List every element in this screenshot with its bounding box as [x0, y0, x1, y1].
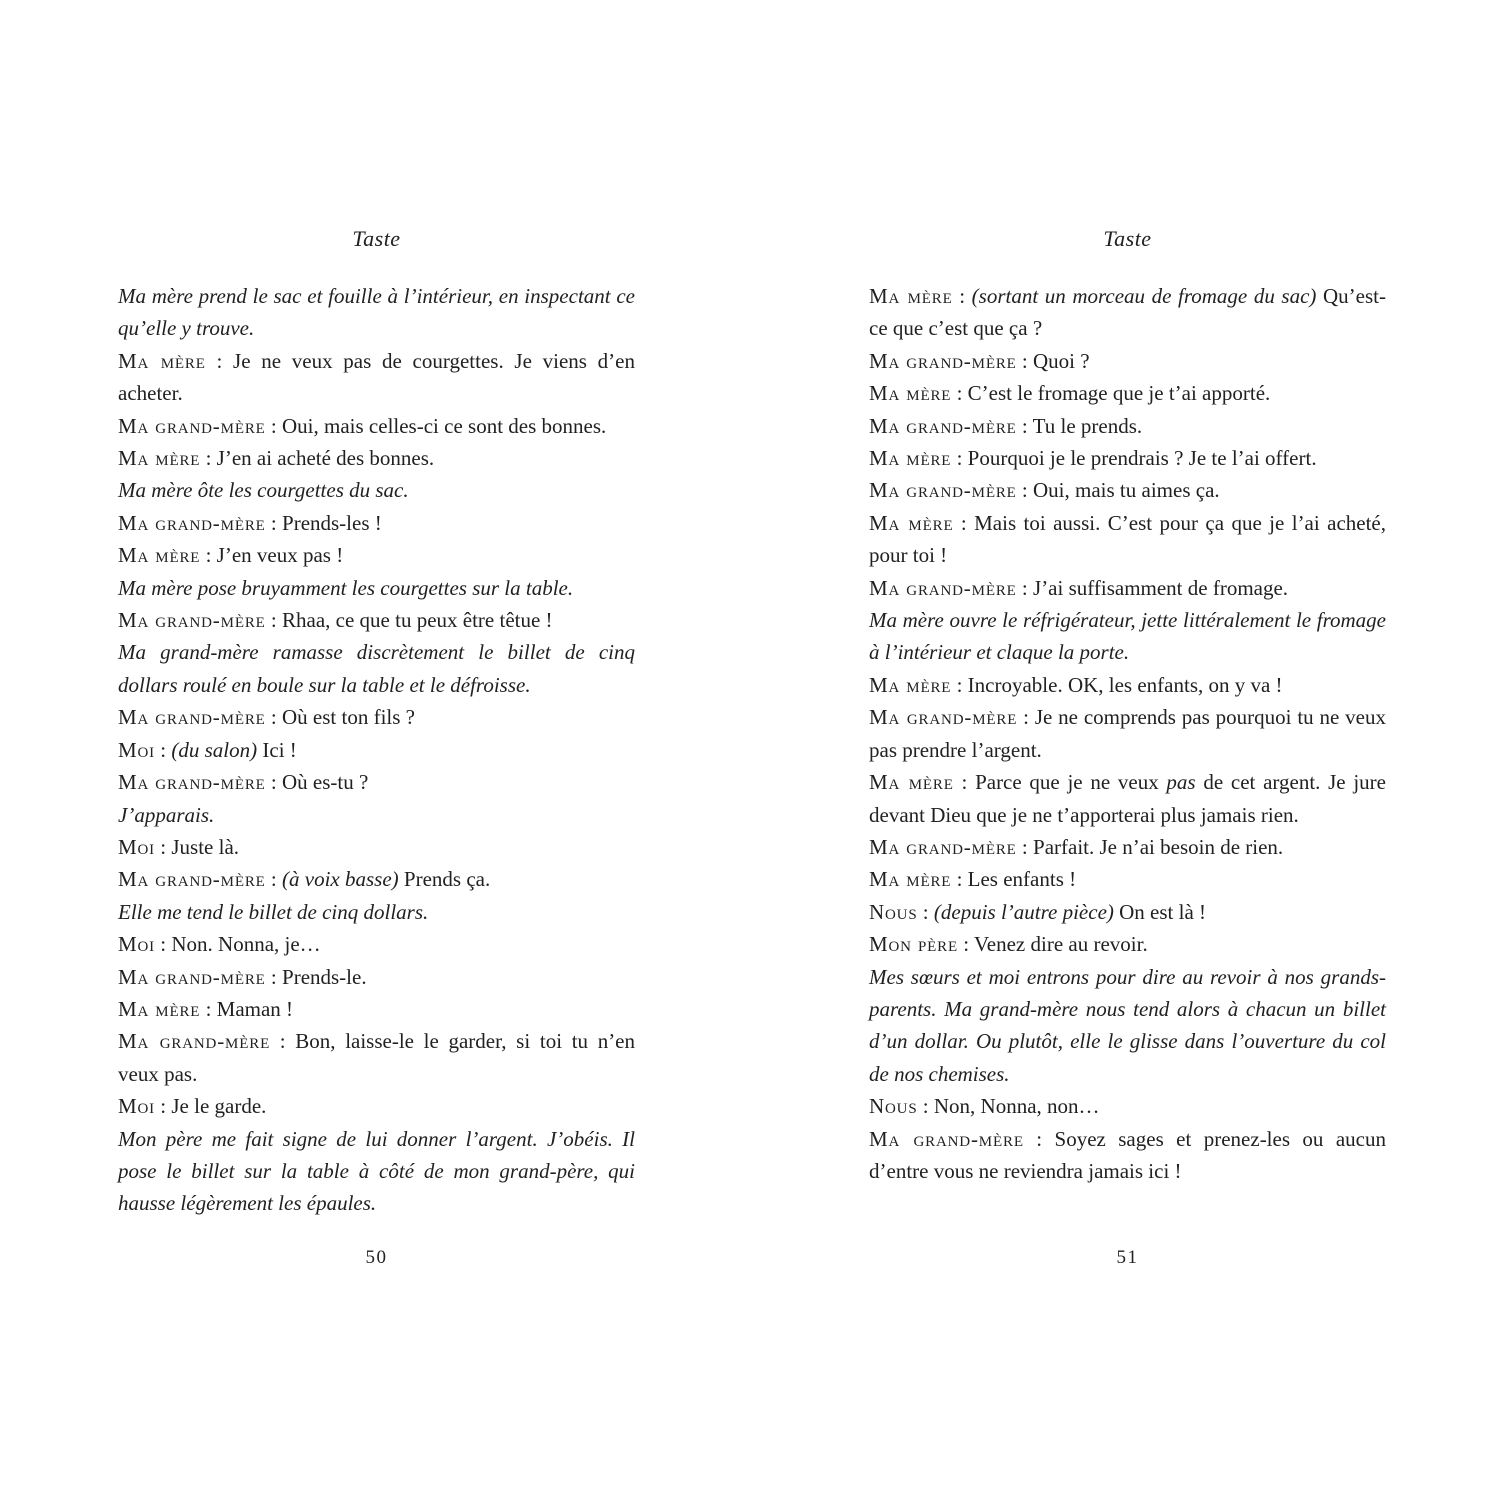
text-run: Prends ça.: [403, 867, 491, 892]
speaker-name: Ma mère: [869, 510, 954, 535]
italic-run: Ma mère ouvre le réfrigérateur, jette littéralement le fromage à l’intérieur et claque la porte.: [869, 608, 1386, 665]
stage-direction: [118, 799, 635, 831]
text-run: Maman !: [216, 996, 294, 1021]
dialogue-line: Ma grand-mère : Oui, mais tu aimes ça.: [869, 478, 1220, 503]
text-run: Qu’est-ce que c’est que ça ?: [869, 284, 1386, 341]
text-run: Parfait. Je n’ai besoin de rien.: [1033, 834, 1284, 859]
text-run: J’ai suffisamment de fromage.: [1033, 575, 1289, 600]
text-run: Non, Nonna, non…: [933, 1094, 1100, 1119]
speaker-name: Ma mère: [869, 672, 952, 697]
speaker-name: Ma grand-mère: [118, 964, 266, 989]
italic-run: Mes sœurs et moi entrons pour dire au revoir à nos grands-parents. Ma grand-mère nous tend alors à chacun un billet d’un dollar. Ou plutôt, elle le glisse dans l’ouverture du col de nos chemises.: [869, 964, 1386, 1086]
speaker-name: Ma grand-mère: [869, 705, 1018, 730]
dialogue-line: Ma mère : Pourquoi je le prendrais ? Je te l’ai offert.: [869, 446, 1317, 471]
text-run: Je ne veux pas de courgettes. Je viens d’en acheter.: [118, 348, 635, 406]
text-run: Oui, mais celles-ci ce sont des bonnes.: [282, 413, 607, 438]
italic-run: Ma mère prend le sac et fouille à l’intérieur, en inspectant ce qu’elle y trouve.: [118, 284, 635, 341]
dialogue-line: Ma mère : J’en ai acheté des bonnes.: [118, 446, 435, 471]
dialogue-line: Moi : Non. Nonna, je…: [118, 932, 321, 957]
stage-direction: [869, 604, 1386, 669]
page-number: 51: [1116, 1247, 1139, 1268]
text-run: de cet argent. Je jure devant Dieu que je ne t’apporterai plus jamais rien.: [869, 770, 1386, 827]
dialogue-line: Moi : Je le garde.: [118, 1094, 267, 1119]
italic-run: (depuis l’autre pièce): [933, 899, 1120, 924]
text-run: Oui, mais tu aimes ça.: [1033, 478, 1220, 503]
speaker-name: Moi: [118, 737, 156, 762]
text-run: Prends-les !: [282, 510, 382, 535]
speaker-name: Ma mère: [869, 867, 952, 892]
dialogue-line: Ma grand-mère : Prends-les !: [118, 510, 382, 535]
text-run: Soyez sages et prenez-les ou aucun d’entre vous ne reviendra jamais ici !: [869, 1126, 1386, 1183]
speaker-name: Mon père: [869, 932, 958, 957]
speaker-name: Ma grand-mère: [869, 478, 1017, 503]
dialogue-line: Ma mère : Parce que je ne veux pas de cet argent. Je jure devant Dieu que je ne t’apporterai plus jamais rien.: [869, 770, 1386, 827]
speaker-name: Ma mère: [869, 381, 952, 406]
dialogue-line: Ma mère : Je ne veux pas de courgettes. Je viens d’en acheter.: [118, 348, 635, 406]
speaker-name: Ma grand-mère: [869, 575, 1017, 600]
text-run: Incroyable. OK, les enfants, on y va !: [967, 672, 1283, 697]
speaker-name: Ma grand-mère: [118, 770, 266, 795]
dialogue-line: Ma grand-mère : Oui, mais celles-ci ce sont des bonnes.: [118, 413, 607, 438]
dialogue-line: Ma grand-mère : Quoi ?: [869, 348, 1090, 373]
italic-run: Ma mère ôte les courgettes du sac.: [118, 478, 409, 503]
text-run: Je ne comprends pas pourquoi tu ne veux pas prendre l’argent.: [869, 705, 1386, 762]
speaker-name: Ma grand-mère: [118, 867, 266, 892]
speaker-name: Moi: [118, 1094, 156, 1119]
speaker-name: Ma grand-mère: [869, 834, 1017, 859]
text-run: Prends-le.: [282, 964, 367, 989]
text-run: Venez dire au revoir.: [973, 932, 1148, 957]
dialogue-line: Ma grand-mère : Parfait. Je n’ai besoin de rien.: [869, 834, 1284, 859]
dialogue-line: Ma mère : Maman !: [118, 996, 294, 1021]
stage-direction: [118, 1123, 635, 1220]
dialogue-line: Mon père : Venez dire au revoir.: [869, 932, 1148, 957]
page-left: [118, 0, 635, 1500]
dialogue-line: Ma grand-mère : Où es-tu ?: [118, 770, 369, 795]
dialogue-line: Ma grand-mère : Rhaa, ce que tu peux être têtue !: [118, 608, 553, 633]
text-run: Tu le prends.: [1032, 413, 1143, 438]
speaker-name: Ma grand-mère: [869, 413, 1017, 438]
speaker-name: Ma mère: [118, 446, 201, 471]
text-run: Pourquoi je le prendrais ? Je te l’ai offert.: [967, 446, 1317, 471]
speaker-name: Ma grand-mère: [118, 705, 266, 730]
text-run: Bon, laisse-le le garder, si toi tu n’en veux pas.: [118, 1029, 636, 1086]
text-run: J’en ai acheté des bonnes.: [216, 446, 435, 471]
italic-run: pas: [1166, 770, 1196, 795]
speaker-name: Ma mère: [118, 996, 201, 1021]
text-run: Ici !: [262, 737, 297, 762]
speaker-name: Ma mère: [869, 284, 953, 308]
text-run: C’est le fromage que je t’ai apporté.: [967, 381, 1271, 406]
italic-run: Ma grand-mère ramasse discrètement le billet de cinq dollars roulé en boule sur la table et le défroisse.: [118, 640, 635, 697]
dialogue-line: Ma mère : Les enfants !: [869, 867, 1077, 892]
italic-run: J’apparais.: [118, 802, 215, 827]
dialogue-line: Ma grand-mère : Je ne comprends pas pourquoi tu ne veux pas prendre l’argent.: [869, 705, 1386, 762]
speaker-name: Nous: [869, 899, 918, 924]
speaker-name: Moi: [118, 932, 156, 957]
dialogue-line: Ma mère : J’en veux pas !: [118, 543, 344, 568]
text-run: Parce que je ne veux: [975, 770, 1167, 795]
speaker-name: Ma grand-mère: [118, 608, 266, 633]
text-run: Mais toi aussi. C’est pour ça que je l’ai acheté, pour toi !: [869, 510, 1386, 568]
dialogue-line: Ma grand-mère : J’ai suffisamment de fromage.: [869, 575, 1289, 600]
text-run: Quoi ?: [1033, 348, 1090, 373]
speaker-name: Ma grand-mère: [869, 1126, 1024, 1151]
running-head: Taste: [1103, 226, 1152, 251]
running-head: Taste: [352, 226, 401, 251]
speaker-name: Moi: [118, 834, 156, 859]
speaker-name: Ma mère: [869, 770, 954, 795]
italic-run: (sortant un morceau de fromage du sac): [971, 284, 1323, 308]
dialogue-line: Moi : (du salon) Ici !: [118, 737, 297, 762]
dialogue-line: Ma grand-mère : Soyez sages et prenez-les ou aucun d’entre vous ne reviendra jamais ici !: [869, 1126, 1386, 1183]
speaker-name: Ma grand-mère: [869, 348, 1017, 373]
italic-run: Elle me tend le billet de cinq dollars.: [118, 899, 429, 924]
page-right: [869, 0, 1386, 1500]
dialogue-line: Ma mère : Incroyable. OK, les enfants, on y va !: [869, 672, 1283, 697]
dialogue-line: Moi : Juste là.: [118, 834, 240, 859]
text-run: J’en veux pas !: [216, 543, 344, 568]
page-number: 50: [365, 1247, 388, 1268]
speaker-name: Nous: [869, 1094, 918, 1119]
speaker-name: Ma mère: [118, 348, 206, 373]
dialogue-line: Ma mère : (sortant un morceau de fromage du sac) Qu’est-ce que c’est que ça ?: [869, 284, 1386, 341]
text-run: Rhaa, ce que tu peux être têtue !: [282, 608, 553, 633]
text-run: On est là !: [1119, 899, 1207, 924]
text-run: Juste là.: [171, 834, 240, 859]
speaker-name: Ma mère: [118, 543, 201, 568]
stage-direction: [118, 572, 635, 604]
speaker-name: Ma mère: [869, 446, 952, 471]
stage-direction: [118, 280, 635, 345]
text-run: Où est ton fils ?: [282, 705, 415, 730]
stage-direction: [869, 961, 1386, 1091]
text-run: Non. Nonna, je…: [171, 932, 321, 957]
speaker-name: Ma grand-mère: [118, 510, 266, 535]
dialogue-line: Ma grand-mère : Tu le prends.: [869, 413, 1143, 438]
speaker-name: Ma grand-mère: [118, 413, 266, 438]
italic-run: (à voix basse): [282, 867, 404, 892]
dialogue-line: Ma grand-mère : Prends-le.: [118, 964, 367, 989]
dialogue-line: Ma mère : C’est le fromage que je t’ai apporté.: [869, 381, 1271, 406]
dialogue-line: Ma grand-mère : Bon, laisse-le le garder, si toi tu n’en veux pas.: [118, 1029, 636, 1086]
text-block-1: [869, 280, 1386, 1187]
dialogue-line: Ma grand-mère : Où est ton fils ?: [118, 705, 415, 730]
dialogue-line: Nous : Non, Nonna, non…: [869, 1094, 1100, 1119]
dialogue-line: Nous : (depuis l’autre pièce) On est là !: [869, 899, 1207, 924]
text-run: Les enfants !: [967, 867, 1077, 892]
italic-run: Ma mère pose bruyamment les courgettes sur la table.: [118, 575, 574, 600]
italic-run: (du salon): [171, 737, 263, 762]
italic-run: Mon père me fait signe de lui donner l’argent. J’obéis. Il pose le billet sur la table à côté de mon grand-père, qui hausse légèrement les épaules.: [118, 1126, 635, 1216]
text-block-0: [118, 280, 635, 1220]
stage-direction: [118, 474, 635, 506]
text-run: Où es-tu ?: [282, 770, 369, 795]
stage-direction: [118, 636, 635, 701]
speaker-name: Ma grand-mère: [118, 1029, 271, 1054]
text-run: Je le garde.: [171, 1094, 267, 1119]
stage-direction: [118, 896, 635, 928]
dialogue-line: Ma mère : Mais toi aussi. C’est pour ça que je l’ai acheté, pour toi !: [869, 510, 1386, 568]
dialogue-line: Ma grand-mère : (à voix basse) Prends ça.: [118, 867, 491, 892]
